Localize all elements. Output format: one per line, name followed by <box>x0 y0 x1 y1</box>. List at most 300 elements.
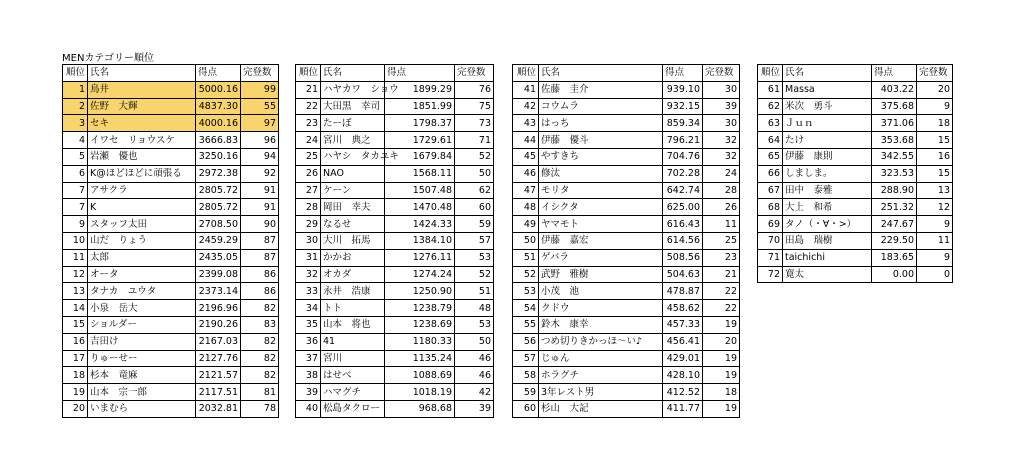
count-cell: 11 <box>703 216 740 233</box>
score-cell: 504.63 <box>663 266 703 283</box>
table-row <box>758 165 953 182</box>
count-cell: 11 <box>917 232 953 249</box>
table-row <box>758 81 953 98</box>
name-cell: 太郎 <box>88 249 196 266</box>
count-cell: 62 <box>455 182 494 199</box>
score-cell: 288.90 <box>872 182 917 199</box>
table-row <box>758 115 953 132</box>
name-cell: 吉田け <box>88 333 196 350</box>
name-cell: 杉山 大記 <box>539 400 663 417</box>
score-cell: 3250.16 <box>196 148 241 165</box>
table-row <box>296 333 494 350</box>
count-cell: 48 <box>455 300 494 317</box>
rank-cell: 31 <box>296 249 321 266</box>
score-cell: 1851.99 <box>385 98 455 115</box>
table-row <box>513 232 740 249</box>
score-cell: 1424.33 <box>385 216 455 233</box>
count-cell: 94 <box>241 148 279 165</box>
table-row <box>63 98 279 115</box>
count-cell: 91 <box>241 199 279 216</box>
header-row <box>513 65 740 82</box>
rank-cell: 12 <box>63 266 88 283</box>
table-row <box>296 400 494 417</box>
score-cell: 2805.72 <box>196 182 241 199</box>
count-cell: 75 <box>455 98 494 115</box>
rank-cell: 25 <box>296 148 321 165</box>
count-cell: 50 <box>455 165 494 182</box>
name-cell: 大川 拓馬 <box>321 232 385 249</box>
name-cell: つめ切りきかっほ〜い♪ <box>539 333 663 350</box>
name-cell: taichichi <box>783 249 872 266</box>
score-cell: 5000.16 <box>196 81 241 98</box>
count-cell: 53 <box>455 316 494 333</box>
rank-cell: 45 <box>513 148 539 165</box>
count-cell: 39 <box>703 98 740 115</box>
score-cell: 342.55 <box>872 148 917 165</box>
rank-cell: 64 <box>758 132 783 149</box>
count-cell: 82 <box>241 350 279 367</box>
ranking-table-1 <box>62 64 279 418</box>
header-name: 氏名 <box>321 65 385 82</box>
rank-cell: 62 <box>758 98 783 115</box>
count-cell: 50 <box>455 333 494 350</box>
name-cell: ハヤカワ ショウ <box>321 81 385 98</box>
rank-cell: 69 <box>758 216 783 233</box>
rank-cell: 44 <box>513 132 539 149</box>
table-row <box>513 115 740 132</box>
count-cell: 82 <box>241 333 279 350</box>
page-title: MENカテゴリー順位 <box>62 53 155 64</box>
name-cell: イシクタ <box>539 199 663 216</box>
count-cell: 71 <box>455 132 494 149</box>
rank-cell: 13 <box>63 283 88 300</box>
name-cell: 佐野 大輝 <box>88 98 196 115</box>
rank-cell: 43 <box>513 115 539 132</box>
score-cell: 2399.08 <box>196 266 241 283</box>
rank-cell: 22 <box>296 98 321 115</box>
rank-cell: 58 <box>513 367 539 384</box>
table-row <box>513 216 740 233</box>
table-row <box>758 98 953 115</box>
score-cell: 4000.16 <box>196 115 241 132</box>
rank-cell: 47 <box>513 182 539 199</box>
table-row <box>296 148 494 165</box>
rank-cell: 60 <box>513 400 539 417</box>
score-cell: 2373.14 <box>196 283 241 300</box>
table-row <box>63 199 279 216</box>
score-cell: 403.22 <box>872 81 917 98</box>
score-cell: 704.76 <box>663 148 703 165</box>
count-cell: 25 <box>703 232 740 249</box>
name-cell: 田中 泰雅 <box>783 182 872 199</box>
score-cell: 2117.51 <box>196 384 241 401</box>
score-cell: 1088.69 <box>385 367 455 384</box>
score-cell: 1238.69 <box>385 316 455 333</box>
header-score: 得点 <box>872 65 917 82</box>
name-cell: K <box>88 199 196 216</box>
rank-cell: 21 <box>296 81 321 98</box>
name-cell: 武野 雅樹 <box>539 266 663 283</box>
count-cell: 52 <box>455 148 494 165</box>
score-cell: 375.68 <box>872 98 917 115</box>
name-cell: スタッフ太田 <box>88 216 196 233</box>
table-row <box>296 98 494 115</box>
score-cell: 429.01 <box>663 350 703 367</box>
header-count: 完登数 <box>917 65 953 82</box>
count-cell: 42 <box>455 384 494 401</box>
table-row <box>513 132 740 149</box>
score-cell: 247.67 <box>872 216 917 233</box>
table-row <box>296 182 494 199</box>
header-rank: 順位 <box>63 65 88 82</box>
rank-cell: 28 <box>296 199 321 216</box>
count-cell: 53 <box>455 249 494 266</box>
score-cell: 1899.29 <box>385 81 455 98</box>
rank-cell: 19 <box>63 384 88 401</box>
rank-cell: 52 <box>513 266 539 283</box>
name-cell: 宮川 典之 <box>321 132 385 149</box>
header-count: 完登数 <box>455 65 494 82</box>
table-row <box>296 165 494 182</box>
table-row <box>513 81 740 98</box>
count-cell: 76 <box>455 81 494 98</box>
rank-cell: 5 <box>63 148 88 165</box>
rank-cell: 71 <box>758 249 783 266</box>
name-cell: Massa <box>783 81 872 98</box>
table-row <box>513 199 740 216</box>
score-cell: 796.21 <box>663 132 703 149</box>
count-cell: 24 <box>703 165 740 182</box>
rank-cell: 67 <box>758 182 783 199</box>
score-cell: 183.65 <box>872 249 917 266</box>
table-row <box>296 132 494 149</box>
count-cell: 15 <box>917 165 953 182</box>
ranking-table-4 <box>757 64 953 283</box>
table-row <box>513 384 740 401</box>
name-cell: 永井 浩康 <box>321 283 385 300</box>
count-cell: 9 <box>917 216 953 233</box>
table-row <box>63 300 279 317</box>
rank-cell: 68 <box>758 199 783 216</box>
score-cell: 456.41 <box>663 333 703 350</box>
header-row <box>758 65 953 82</box>
name-cell: 山だ りょう <box>88 232 196 249</box>
name-cell: はっち <box>539 115 663 132</box>
count-cell: 28 <box>703 182 740 199</box>
header-count: 完登数 <box>241 65 279 82</box>
score-cell: 2032.81 <box>196 400 241 417</box>
table-row <box>513 165 740 182</box>
count-cell: 86 <box>241 283 279 300</box>
score-cell: 702.28 <box>663 165 703 182</box>
count-cell: 46 <box>455 367 494 384</box>
rank-cell: 7 <box>63 182 88 199</box>
table-row <box>513 316 740 333</box>
header-rank: 順位 <box>296 65 321 82</box>
score-cell: 2708.50 <box>196 216 241 233</box>
name-cell: トト <box>321 300 385 317</box>
name-cell: 3年レスト男 <box>539 384 663 401</box>
count-cell: 46 <box>455 350 494 367</box>
count-cell: 18 <box>917 115 953 132</box>
name-cell: 田島 瑞樹 <box>783 232 872 249</box>
table-row <box>513 148 740 165</box>
score-cell: 642.74 <box>663 182 703 199</box>
rank-cell: 17 <box>63 350 88 367</box>
table-row <box>758 148 953 165</box>
count-cell: 86 <box>241 266 279 283</box>
rank-cell: 14 <box>63 300 88 317</box>
table-row <box>63 165 279 182</box>
score-cell: 411.77 <box>663 400 703 417</box>
rank-cell: 37 <box>296 350 321 367</box>
name-cell: ケーン <box>321 182 385 199</box>
table-row <box>758 182 953 199</box>
name-cell: Ｊｕｎ <box>783 115 872 132</box>
table-row <box>296 350 494 367</box>
score-cell: 1276.11 <box>385 249 455 266</box>
name-cell: ヤマモト <box>539 216 663 233</box>
rank-cell: 41 <box>513 81 539 98</box>
table-row <box>63 367 279 384</box>
table-row <box>63 400 279 417</box>
score-cell: 251.32 <box>872 199 917 216</box>
count-cell: 32 <box>703 148 740 165</box>
count-cell: 19 <box>703 367 740 384</box>
score-cell: 457.33 <box>663 316 703 333</box>
rank-cell: 10 <box>63 232 88 249</box>
table-row <box>296 249 494 266</box>
name-cell: モリタ <box>539 182 663 199</box>
table-row <box>63 316 279 333</box>
count-cell: 9 <box>917 249 953 266</box>
table-row <box>63 81 279 98</box>
table-row <box>513 400 740 417</box>
count-cell: 90 <box>241 216 279 233</box>
table-row <box>63 115 279 132</box>
rank-cell: 26 <box>296 165 321 182</box>
rank-cell: 29 <box>296 216 321 233</box>
rank-cell: 32 <box>296 266 321 283</box>
score-cell: 1250.90 <box>385 283 455 300</box>
name-cell: タノ（・∀・>） <box>783 216 872 233</box>
score-cell: 1274.24 <box>385 266 455 283</box>
count-cell: 20 <box>703 333 740 350</box>
rank-cell: 30 <box>296 232 321 249</box>
rank-cell: 38 <box>296 367 321 384</box>
count-cell: 13 <box>917 182 953 199</box>
table-row <box>63 266 279 283</box>
name-cell: オカダ <box>321 266 385 283</box>
count-cell: 22 <box>703 300 740 317</box>
table-row <box>296 283 494 300</box>
count-cell: 57 <box>455 232 494 249</box>
name-cell: コウムラ <box>539 98 663 115</box>
count-cell: 15 <box>917 132 953 149</box>
count-cell: 12 <box>917 199 953 216</box>
table-row <box>758 132 953 149</box>
name-cell: 杉本 竜麻 <box>88 367 196 384</box>
table-row <box>63 148 279 165</box>
rank-cell: 7 <box>63 199 88 216</box>
name-cell: 宮川 <box>321 350 385 367</box>
name-cell: じゅん <box>539 350 663 367</box>
count-cell: 19 <box>703 350 740 367</box>
score-cell: 1135.24 <box>385 350 455 367</box>
table-row <box>63 384 279 401</box>
name-cell: たけ <box>783 132 872 149</box>
table-row <box>63 232 279 249</box>
score-cell: 2121.57 <box>196 367 241 384</box>
table-row <box>296 199 494 216</box>
score-cell: 625.00 <box>663 199 703 216</box>
score-cell: 1507.48 <box>385 182 455 199</box>
name-cell: 小茂 池 <box>539 283 663 300</box>
table-row <box>296 367 494 384</box>
name-cell: 伊藤 康則 <box>783 148 872 165</box>
score-cell: 1568.11 <box>385 165 455 182</box>
table-row <box>513 182 740 199</box>
header-name: 氏名 <box>539 65 663 82</box>
score-cell: 353.68 <box>872 132 917 149</box>
rank-cell: 1 <box>63 81 88 98</box>
count-cell: 92 <box>241 165 279 182</box>
score-cell: 412.52 <box>663 384 703 401</box>
count-cell: 96 <box>241 132 279 149</box>
rank-cell: 56 <box>513 333 539 350</box>
score-cell: 2459.29 <box>196 232 241 249</box>
name-cell: イワセ リョウスケ <box>88 132 196 149</box>
rank-cell: 33 <box>296 283 321 300</box>
rank-cell: 11 <box>63 249 88 266</box>
rank-cell: 40 <box>296 400 321 417</box>
count-cell: 51 <box>455 283 494 300</box>
header-rank: 順位 <box>758 65 783 82</box>
rank-cell: 42 <box>513 98 539 115</box>
table-row <box>296 300 494 317</box>
name-cell: ハマグチ <box>321 384 385 401</box>
name-cell: 山本 宗一郎 <box>88 384 196 401</box>
score-cell: 2805.72 <box>196 199 241 216</box>
ranking-table-2 <box>295 64 494 418</box>
count-cell: 18 <box>703 384 740 401</box>
rank-cell: 2 <box>63 98 88 115</box>
header-row <box>296 65 494 82</box>
rank-cell: 23 <box>296 115 321 132</box>
count-cell: 0 <box>917 266 953 283</box>
rank-cell: 54 <box>513 300 539 317</box>
count-cell: 83 <box>241 316 279 333</box>
count-cell: 91 <box>241 182 279 199</box>
name-cell: なるせ <box>321 216 385 233</box>
score-cell: 1470.48 <box>385 199 455 216</box>
table-row <box>296 384 494 401</box>
name-cell: NAO <box>321 165 385 182</box>
name-cell: 岩瀬 優也 <box>88 148 196 165</box>
score-cell: 2435.05 <box>196 249 241 266</box>
rank-cell: 35 <box>296 316 321 333</box>
score-cell: 2167.03 <box>196 333 241 350</box>
score-cell: 1679.84 <box>385 148 455 165</box>
score-cell: 2127.76 <box>196 350 241 367</box>
score-cell: 2972.38 <box>196 165 241 182</box>
count-cell: 26 <box>703 199 740 216</box>
score-cell: 478.87 <box>663 283 703 300</box>
name-cell: 大田黒 幸司 <box>321 98 385 115</box>
count-cell: 73 <box>455 115 494 132</box>
count-cell: 19 <box>703 400 740 417</box>
score-cell: 323.53 <box>872 165 917 182</box>
name-cell: 寛太 <box>783 266 872 283</box>
table-row <box>513 98 740 115</box>
name-cell: 鳥井 <box>88 81 196 98</box>
name-cell: かかお <box>321 249 385 266</box>
table-row <box>296 316 494 333</box>
score-cell: 0.00 <box>872 266 917 283</box>
score-cell: 1729.61 <box>385 132 455 149</box>
table-row <box>513 300 740 317</box>
name-cell: オータ <box>88 266 196 283</box>
name-cell: ホラグチ <box>539 367 663 384</box>
name-cell: セキ <box>88 115 196 132</box>
header-name: 氏名 <box>783 65 872 82</box>
name-cell: 米次 勇斗 <box>783 98 872 115</box>
score-cell: 1018.19 <box>385 384 455 401</box>
table-row <box>63 182 279 199</box>
rank-cell: 51 <box>513 249 539 266</box>
table-row <box>513 350 740 367</box>
name-cell: K@ほどほどに頑張る <box>88 165 196 182</box>
name-cell: クドウ <box>539 300 663 317</box>
table-row <box>63 132 279 149</box>
rank-cell: 66 <box>758 165 783 182</box>
score-cell: 508.56 <box>663 249 703 266</box>
name-cell: 大上 和希 <box>783 199 872 216</box>
name-cell: 松島タクロー <box>321 400 385 417</box>
header-score: 得点 <box>196 65 241 82</box>
rank-cell: 20 <box>63 400 88 417</box>
name-cell: 岡田 幸夫 <box>321 199 385 216</box>
name-cell: 山本 将也 <box>321 316 385 333</box>
score-cell: 859.34 <box>663 115 703 132</box>
score-cell: 1798.37 <box>385 115 455 132</box>
table-row <box>296 216 494 233</box>
rank-cell: 9 <box>63 216 88 233</box>
score-cell: 616.43 <box>663 216 703 233</box>
count-cell: 21 <box>703 266 740 283</box>
table-row <box>758 249 953 266</box>
name-cell: 鈴木 康幸 <box>539 316 663 333</box>
score-cell: 1384.10 <box>385 232 455 249</box>
name-cell: はせべ <box>321 367 385 384</box>
count-cell: 81 <box>241 384 279 401</box>
name-cell: 佐藤 圭介 <box>539 81 663 98</box>
table-row <box>758 266 953 283</box>
table-row <box>63 350 279 367</box>
name-cell: いまむら <box>88 400 196 417</box>
table-row <box>758 232 953 249</box>
rank-cell: 36 <box>296 333 321 350</box>
count-cell: 20 <box>917 81 953 98</box>
name-cell: 伊藤 嘉宏 <box>539 232 663 249</box>
count-cell: 30 <box>703 115 740 132</box>
score-cell: 371.06 <box>872 115 917 132</box>
count-cell: 87 <box>241 249 279 266</box>
header-row <box>63 65 279 82</box>
rank-cell: 72 <box>758 266 783 283</box>
count-cell: 59 <box>455 216 494 233</box>
score-cell: 939.10 <box>663 81 703 98</box>
